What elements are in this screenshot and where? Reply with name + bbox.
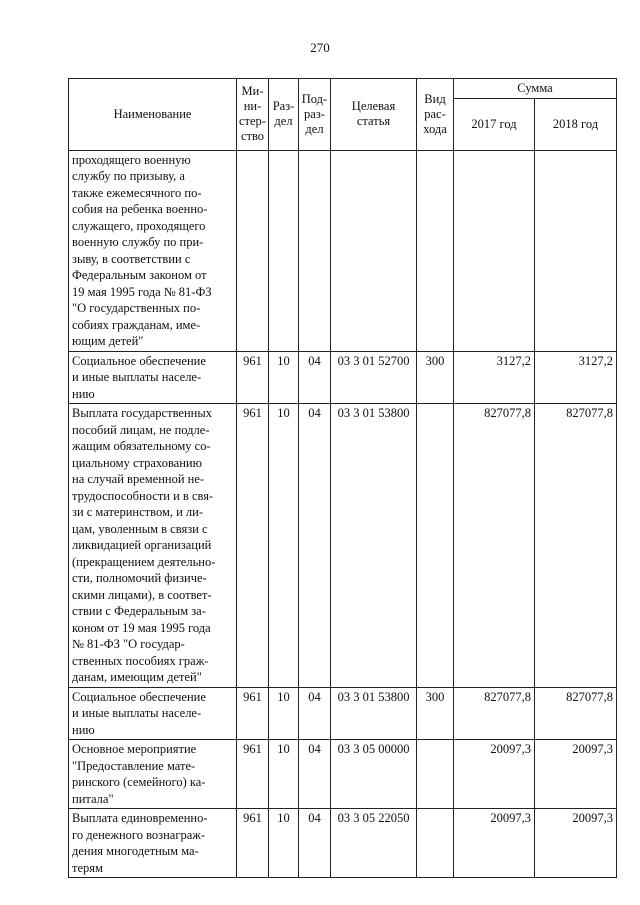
row-sum-2017: 827077,8	[454, 687, 535, 740]
row-sum-2018: 827077,8	[535, 687, 617, 740]
page-number: 270	[310, 40, 330, 55]
table-body	[69, 150, 617, 878]
row-expense-type: 300	[417, 687, 454, 740]
table-row	[69, 404, 617, 688]
row-name: Выплата государственных пособий лицам, не подле- жащим обязательному со- циальному страхованию на случай временной не- трудоспособности и в свя- зи с материнством, и ли- цам, уволенным в связи с ликвидацией организаций (прекращением деятельно- сти, полномочий физиче- скими лицами), в соответ- ствии с Федеральным за- коном от 19 мая 1995 года № 81-ФЗ "О государ- ственных пособиях граж- данам, имеющим детей"	[69, 404, 237, 688]
row-expense-type: 300	[417, 351, 454, 404]
header-target: Целевая статья	[331, 79, 417, 151]
row-sum-2017: 20097,3	[454, 809, 535, 878]
table-row	[69, 809, 617, 878]
row-section: 10	[269, 351, 299, 404]
row-target	[331, 150, 417, 351]
row-sum-2017: 827077,8	[454, 404, 535, 688]
row-section: 10	[269, 809, 299, 878]
header-expense-type: Вид рас- хода	[417, 79, 454, 151]
row-expense-type	[417, 740, 454, 809]
header-sum: Сумма	[454, 79, 617, 99]
row-subsection: 04	[299, 740, 331, 809]
row-sum-2017	[454, 150, 535, 351]
row-subsection	[299, 150, 331, 351]
row-sum-2017: 20097,3	[454, 740, 535, 809]
row-sum-2018: 3127,2	[535, 351, 617, 404]
row-subsection: 04	[299, 351, 331, 404]
row-sum-2017: 3127,2	[454, 351, 535, 404]
table-row	[69, 687, 617, 740]
row-name: Социальное обеспечение и иные выплаты населе- нию	[69, 687, 237, 740]
row-target: 03 3 05 22050	[331, 809, 417, 878]
budget-table	[68, 78, 617, 878]
header-ministry: Ми- ни- стер- ство	[237, 79, 269, 151]
row-subsection: 04	[299, 687, 331, 740]
header-2017: 2017 год	[454, 98, 535, 150]
row-expense-type	[417, 404, 454, 688]
row-ministry: 961	[237, 351, 269, 404]
row-subsection: 04	[299, 404, 331, 688]
row-target: 03 3 01 53800	[331, 687, 417, 740]
row-ministry	[237, 150, 269, 351]
row-target: 03 3 01 53800	[331, 404, 417, 688]
table-row	[69, 150, 617, 351]
row-target: 03 3 05 00000	[331, 740, 417, 809]
row-ministry: 961	[237, 809, 269, 878]
row-sum-2018: 20097,3	[535, 809, 617, 878]
row-sum-2018: 827077,8	[535, 404, 617, 688]
row-expense-type	[417, 809, 454, 878]
table-row	[69, 351, 617, 404]
row-name: Основное мероприятие "Предоставление мате- ринского (семейного) ка- питала"	[69, 740, 237, 809]
row-section: 10	[269, 687, 299, 740]
row-target: 03 3 01 52700	[331, 351, 417, 404]
row-name: Социальное обеспечение и иные выплаты населе- нию	[69, 351, 237, 404]
row-section	[269, 150, 299, 351]
row-name: проходящего военную службу по призыву, а также ежемесячного по- собия на ребенка военно- служащего, проходящего военную службу по при- зыву, в соответствии с Федеральным законом от 19 мая 1995 года № 81-ФЗ "О государственных по- собиях гражданам, име- ющим детей"	[69, 150, 237, 351]
row-ministry: 961	[237, 687, 269, 740]
header-2018: 2018 год	[535, 98, 617, 150]
header-section: Раз- дел	[269, 79, 299, 151]
row-sum-2018: 20097,3	[535, 740, 617, 809]
table-header	[69, 79, 617, 151]
row-ministry: 961	[237, 740, 269, 809]
row-name: Выплата единовременно- го денежного вознаграж- дения многодетным ма- терям	[69, 809, 237, 878]
row-section: 10	[269, 740, 299, 809]
table-row	[69, 740, 617, 809]
row-section: 10	[269, 404, 299, 688]
header-name: Наименование	[69, 79, 237, 151]
row-ministry: 961	[237, 404, 269, 688]
header-subsection: Под- раз- дел	[299, 79, 331, 151]
row-sum-2018	[535, 150, 617, 351]
row-subsection: 04	[299, 809, 331, 878]
row-expense-type	[417, 150, 454, 351]
